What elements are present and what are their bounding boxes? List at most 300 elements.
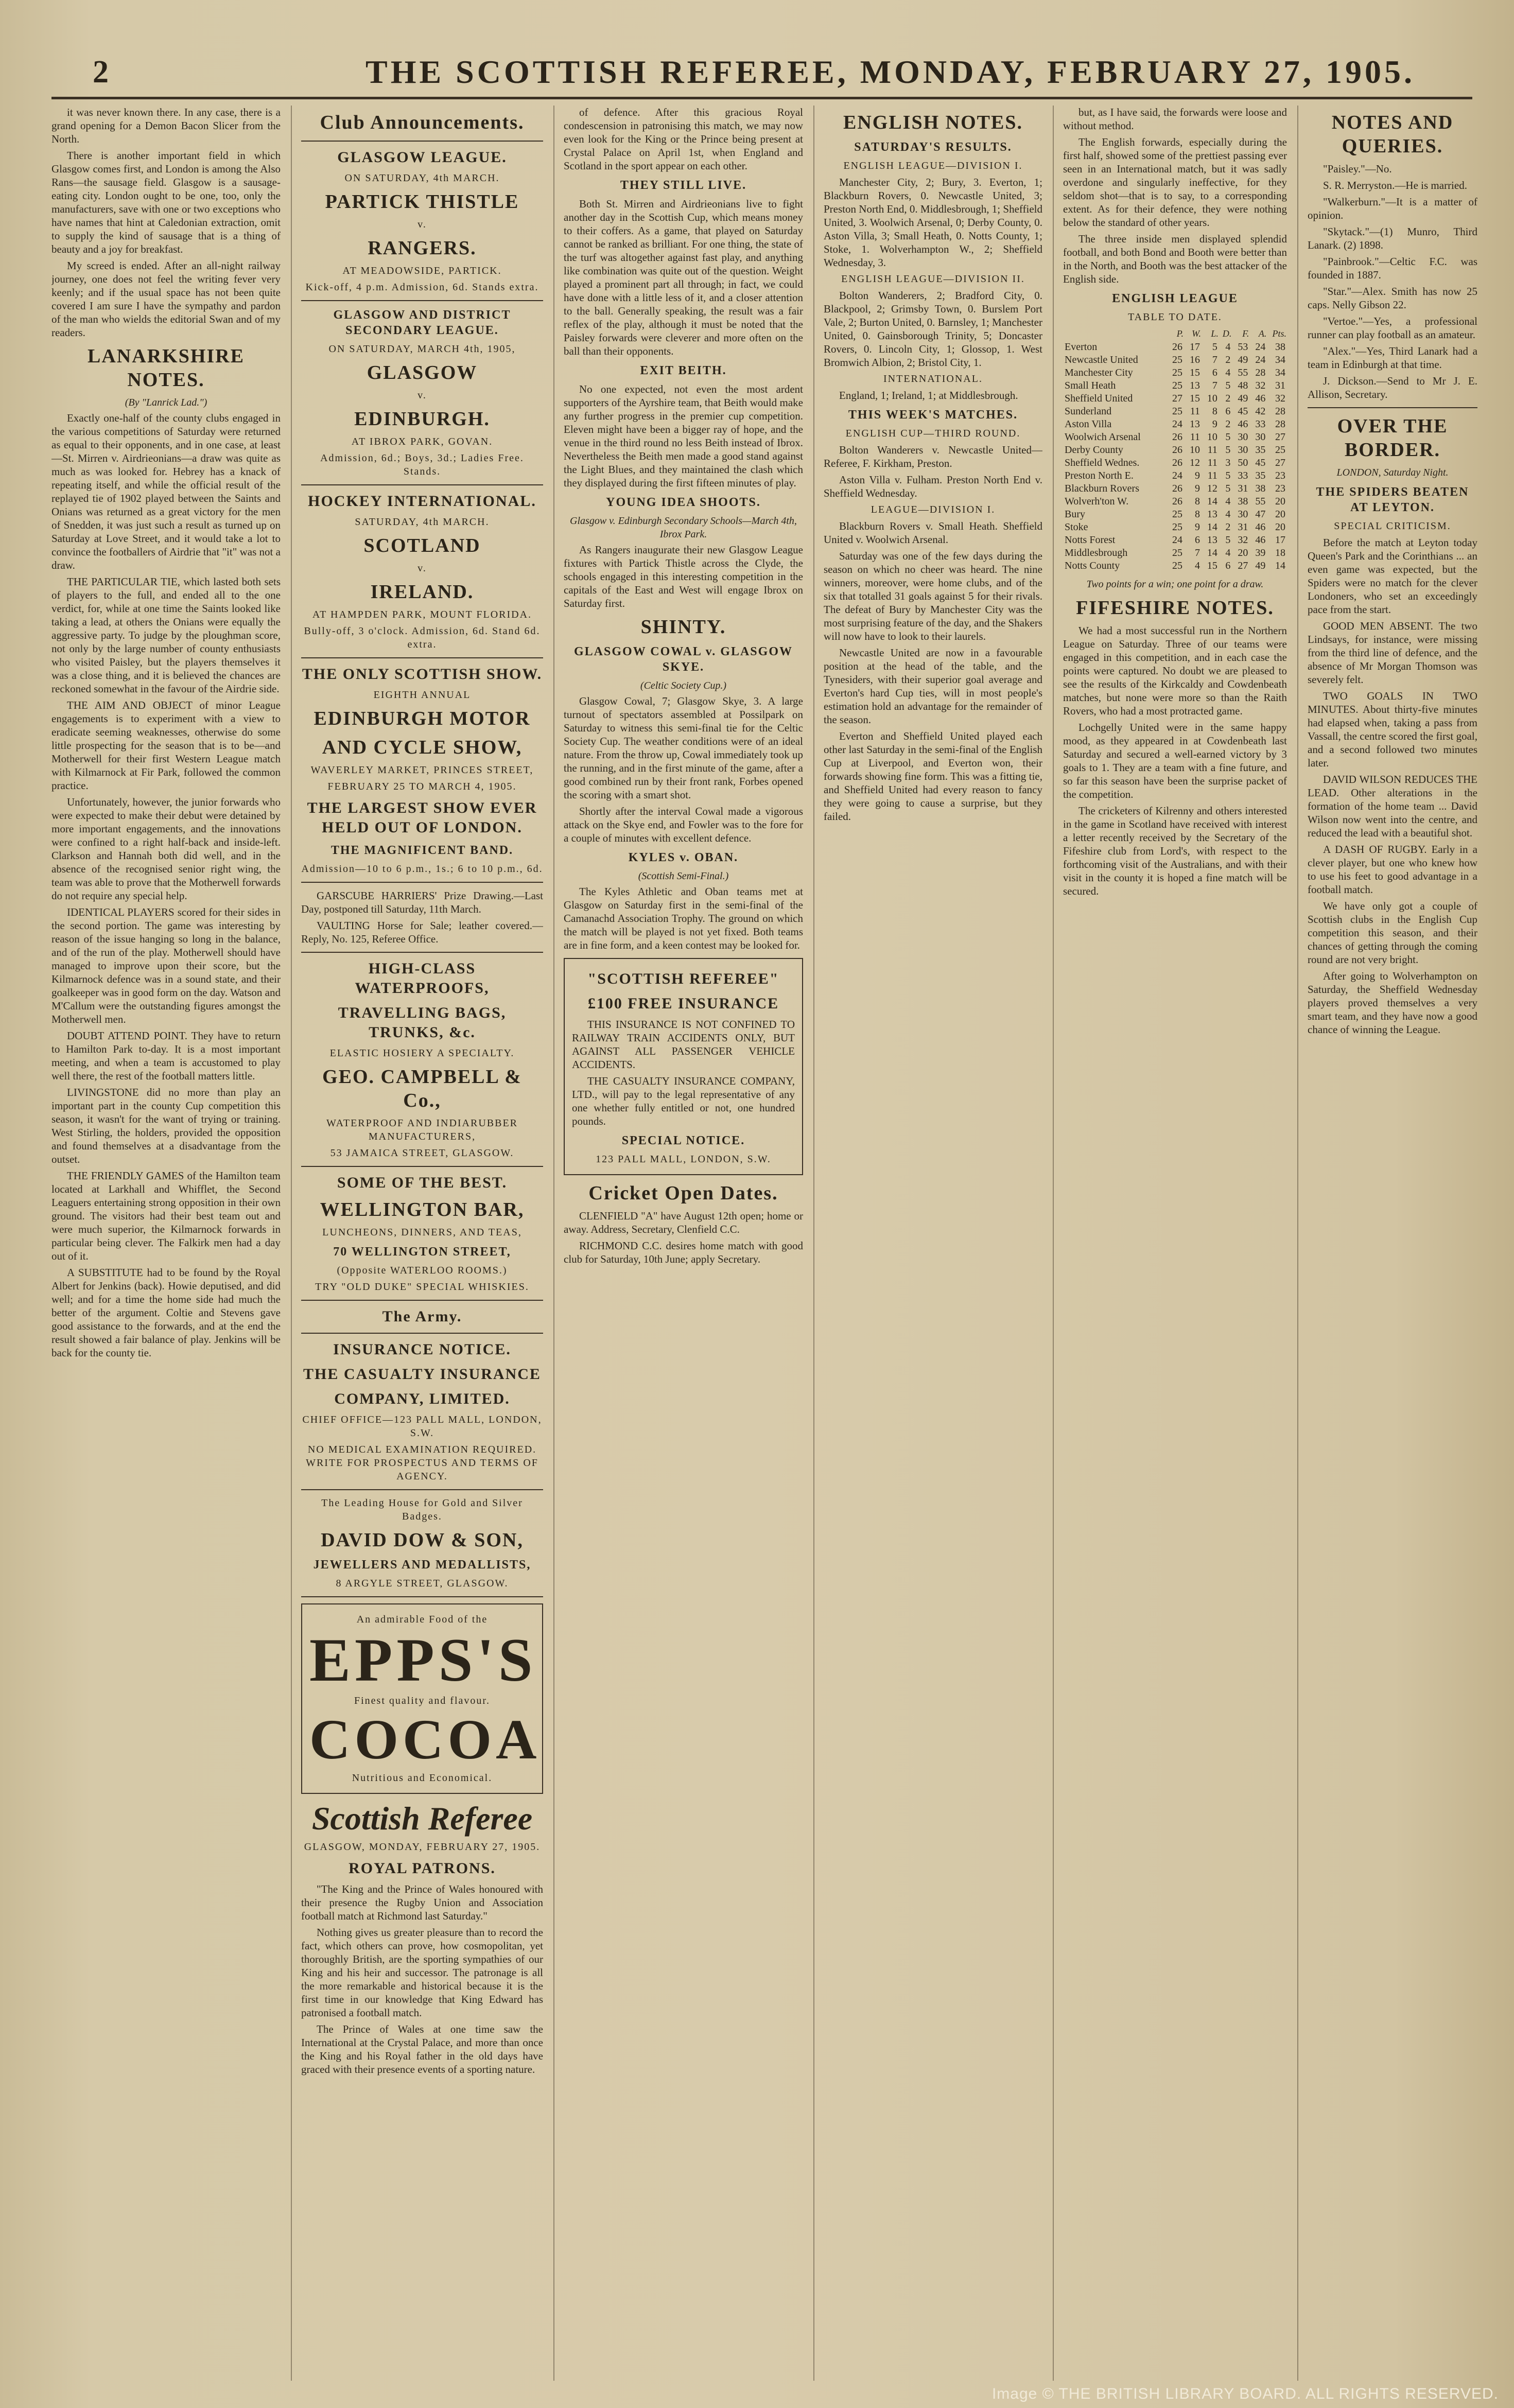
cocoa-wordmark: COCOA xyxy=(309,1708,541,1771)
table-row xyxy=(1063,405,1287,418)
stat-cell: 38 xyxy=(1255,483,1266,494)
shinty-match-sub: (Celtic Society Cup.) xyxy=(640,680,727,691)
column-divider xyxy=(1053,106,1054,2381)
international-heading: INTERNATIONAL. xyxy=(883,373,983,385)
stat-cell: 53 xyxy=(1238,341,1248,353)
border-para: After going to Wolverhampton on Saturday, the Sheffield Wednesday players proved themselves a very smart team, and they have now a good chance of winning the League. xyxy=(1308,970,1477,1036)
stat-cell: 23 xyxy=(1275,483,1285,494)
border-dateline: LONDON, Saturday Night. xyxy=(1336,467,1449,478)
lanarkshire-para: Exactly one-half of the county clubs engaged in the various competitions of Saturday were returned as equal to their opponents, and in one case, at least—St. Mirren v. Airdrieonians—a draw was quite as much as was looked for. Hebrey has a knack of repeating itself, and while the official result of the replayed tie of 1902 played between the Saints and Onians was returned as a great victory for the men of Snedden, it was just such a result as turned up on Saturday at Love Street, and it would take a lot to convince the footballers of Airdrie that "it" was not a draw. xyxy=(51,412,281,571)
ad-divider xyxy=(301,1489,543,1490)
league-table-header: A. xyxy=(1258,328,1267,339)
stat-cell: 24 xyxy=(1172,470,1182,481)
ad-text: ON SATURDAY, 4th MARCH. xyxy=(344,172,500,184)
stat-cell: 23 xyxy=(1275,470,1285,481)
table-row xyxy=(1063,547,1287,560)
stat-cell: 26 xyxy=(1172,457,1182,468)
ad-waterproofs xyxy=(301,959,543,1160)
ad-text: WATERPROOF AND INDIARUBBER MANUFACTURERS, xyxy=(326,1118,518,1142)
international-result: England, 1; Ireland, 1; at Middlesbrough. xyxy=(839,389,1018,402)
table-row xyxy=(1063,354,1287,367)
ad-divider xyxy=(301,484,543,485)
col1-intro-1: it was never known there. In any case, there is a grand opening for a Demon Bacon Slicer from the North. xyxy=(51,106,281,145)
ad-team: RANGERS. xyxy=(368,237,477,259)
stat-cell: 11 xyxy=(1207,444,1217,456)
table-row xyxy=(1063,560,1287,572)
notes-queries-heading: NOTES AND QUERIES. xyxy=(1331,112,1454,157)
stat-cell: 27 xyxy=(1172,393,1182,404)
cricket-line: CLENFIELD "A" have August 12th open; home or away. Address, Secretary, Clenfield C.C. xyxy=(564,1210,803,1235)
stat-cell: 5 xyxy=(1225,483,1231,494)
ad-headline: HIGH-CLASS WATERPROOFS, xyxy=(355,960,490,997)
army-heading: The Army. xyxy=(382,1308,462,1325)
stat-cell: 25 xyxy=(1172,509,1182,520)
english-para: Saturday was one of the few days during the season on which no cheer was heard. The nine winners, moreover, were home clubs, and of the six that totalled 31 goals against 5 for their rivals. The defeat of Bury by Manchester City was the most surprising feature of the day, and the Shakers will now have to look to their laurels. xyxy=(824,550,1042,642)
stat-cell: 14 xyxy=(1207,496,1217,507)
stat-cell: 8 xyxy=(1194,496,1200,507)
lanarkshire-para: IDENTICAL PLAYERS scored for their sides in the second portion. The game was interesting by reason of the issue hanging so long in the balance, and of the run of the play. Motherwell should have managed to improve upon their score, but the Kilmarnock defence was in a sound state, and their goalkeeper was in good form on the day. Watson and M'Callum were the outstanding figures amongst the Motherwell men. xyxy=(51,906,281,1025)
ad-text: FEBRUARY 25 TO MARCH 4, 1905. xyxy=(327,781,517,792)
stat-cell: 50 xyxy=(1238,457,1248,468)
ad-headline: WELLINGTON BAR, xyxy=(320,1199,525,1220)
ad-text: 8 ARGYLE STREET, GLASGOW. xyxy=(336,1578,509,1589)
stat-cell: 7 xyxy=(1212,354,1217,365)
border-para: Before the match at Leyton today Queen's Park and the Corinthians ... an even game was expected, but the Spiders were no match for the clever Londoners, who set an exceedingly pace from the start. xyxy=(1308,536,1477,616)
division-results: Manchester City, 2; Bury, 3. Everton, 1; Blackburn Rovers, 0. Newcastle United, 3; Preston North End, 0. Middlesbrough, 1; Sheffield United, 3. Woolwich Arsenal, 0; Derby County, 0. Aston Villa, 3; Small Heath, 0. Notts County, 1; Stoke, 1. Wolverhampton W., 2; Sheffield Wednesday, 3. xyxy=(824,176,1042,269)
masthead-title: THE SCOTTISH REFEREE, MONDAY, FEBRUARY 27, 1905. xyxy=(366,54,1415,90)
column-3 xyxy=(564,106,803,2381)
stat-cell: 25 xyxy=(1172,354,1182,365)
team-name-cell: Middlesbrough xyxy=(1065,547,1128,559)
ad-text: LUNCHEONS, DINNERS, AND TEAS, xyxy=(322,1227,522,1238)
stat-cell: 10 xyxy=(1207,431,1217,443)
stat-cell: 34 xyxy=(1275,354,1285,365)
stat-cell: 46 xyxy=(1255,534,1266,546)
insurance-box-title: "SCOTTISH REFEREE" xyxy=(587,970,779,987)
stat-cell: 46 xyxy=(1255,393,1266,404)
special-criticism: SPECIAL CRITICISM. xyxy=(1334,520,1451,532)
stat-cell: 15 xyxy=(1189,367,1200,378)
stat-cell: 24 xyxy=(1255,354,1266,365)
table-row xyxy=(1063,341,1287,354)
ad-text: JEWELLERS AND MEDALLISTS, xyxy=(313,1558,531,1572)
stat-cell: 25 xyxy=(1172,406,1182,417)
team-name-cell: Manchester City xyxy=(1065,367,1133,378)
lanarkshire-para: THE AIM AND OBJECT of minor League engagements is to experiment with a view to eradicate seeming weaknesses, otherwise do some little prospecting for the season that is to be—and Motherwell for their first Western League match with Kilmarnock at Fir Park, followed the common practice. xyxy=(51,699,281,792)
ad-divider xyxy=(301,1596,543,1597)
lanarkshire-para: LIVINGSTONE did no more than play an important part in the county Cup competition this season, it wasn't for the want of trying or training. West Stirling, the holders, provided the opposition and found themselves at a disadvantage from the outset. xyxy=(51,1086,281,1165)
stat-cell: 24 xyxy=(1172,418,1182,430)
border-para: We have only got a couple of Scottish clubs in the English Cup competition this season, and their chances of getting through the coming round are not very bright. xyxy=(1308,900,1477,966)
stat-cell: 26 xyxy=(1172,483,1182,494)
ad-headline: INSURANCE NOTICE. xyxy=(333,1341,511,1358)
ad-headline: GEO. CAMPBELL & Co., xyxy=(322,1066,522,1111)
table-row xyxy=(1063,431,1287,444)
stat-cell: 25 xyxy=(1172,547,1182,559)
query-item: "Paisley."—No. xyxy=(1323,163,1392,175)
stat-cell: 32 xyxy=(1255,380,1266,391)
stat-cell: 13 xyxy=(1207,534,1217,546)
stat-cell: 3 xyxy=(1225,457,1231,468)
team-name-cell: Blackburn Rovers xyxy=(1065,483,1139,494)
stat-cell: 30 xyxy=(1238,431,1248,443)
lanarkshire-para: DOUBT ATTEND POINT. They have to return to Hamilton Park to-day. It is a most important meeting, and when a team is accustomed to play well there, the rest of the football matters little. xyxy=(51,1029,281,1082)
ad-team: PARTICK THISTLE xyxy=(325,191,519,213)
stat-cell: 11 xyxy=(1190,406,1200,417)
stat-cell: 20 xyxy=(1275,496,1285,507)
query-item: "Star."—Alex. Smith has now 25 caps. Nelly Gibson 22. xyxy=(1308,285,1477,311)
ad-text: TRY "OLD DUKE" SPECIAL WHISKIES. xyxy=(315,1281,529,1293)
stat-cell: 26 xyxy=(1172,444,1182,456)
stat-cell: 46 xyxy=(1255,521,1266,533)
stat-cell: 46 xyxy=(1238,418,1248,430)
stat-cell: 12 xyxy=(1189,457,1200,468)
query-item: J. Dickson.—Send to Mr J. E. Allison, Secretary. xyxy=(1308,375,1477,400)
table-row xyxy=(1063,379,1287,392)
team-name-cell: Sheffield Wednes. xyxy=(1065,457,1140,468)
column-5 xyxy=(1063,106,1287,2381)
stat-cell: 11 xyxy=(1207,470,1217,481)
team-name-cell: Preston North E. xyxy=(1065,470,1134,481)
table-row xyxy=(1063,521,1287,534)
ad-secondary-league xyxy=(301,307,543,478)
young-idea-para: As Rangers inaugurate their new Glasgow League fixtures with Partick Thistle across the Clyde, the schools engaged in this interesting competition in the capitals of the East and West will engage Ibrox on Saturday first. xyxy=(564,544,803,609)
border-para: GOOD MEN ABSENT. The two Lindsays, for instance, were missing from the third line of defence, and the absence of Mr Morgan Thomson was severely felt. xyxy=(1308,620,1477,686)
stat-cell: 55 xyxy=(1238,367,1248,378)
royal-patrons-heading: ROYAL PATRONS. xyxy=(349,1860,496,1877)
stat-cell: 18 xyxy=(1275,547,1285,559)
ad-team: IRELAND. xyxy=(370,581,474,603)
ad-text: An admirable Food of the xyxy=(356,1614,488,1625)
shinty-para: Glasgow Cowal, 7; Glasgow Skye, 3. A large turnout of spectators assembled at Possilpark on Saturday to witness this semi-final tie for the Celtic Society Cup. The weather conditions were of an ideal nature. From the throw up, Cowal immediately took up the running, and in the first minute of the game, after a good combined run by their front rank, Forbes opened the scoring with a smart shot. xyxy=(564,695,803,801)
stat-cell: 20 xyxy=(1275,521,1285,533)
stat-cell: 7 xyxy=(1194,547,1200,559)
stat-cell: 35 xyxy=(1255,470,1266,481)
insurance-box-text: THE CASUALTY INSURANCE COMPANY, LTD., will pay to the legal representative of any one whether fully entitled or not, one hundred pounds. xyxy=(572,1075,795,1127)
stat-cell: 28 xyxy=(1275,406,1285,417)
column-6 xyxy=(1308,106,1477,2381)
query-item: S. R. Merryston.—He is married. xyxy=(1323,179,1467,191)
stat-cell: 4 xyxy=(1225,509,1231,520)
column-divider xyxy=(1297,106,1298,2381)
masthead-rule xyxy=(51,97,1472,99)
stat-cell: 4 xyxy=(1225,367,1231,378)
fifeshire-para: We had a most successful run in the Northern League on Saturday. Three of our teams were engaged in this competition, and in each case the points were captured. No doubt we are pleased to see the results of the Kirkcaldy and Cowdenbeath matches, but none were more so than the Raith Rovers, who had a most protracted game. xyxy=(1063,624,1287,717)
dateline: GLASGOW, MONDAY, FEBRUARY 27, 1905. xyxy=(304,1841,541,1853)
stat-cell: 5 xyxy=(1225,380,1231,391)
stat-cell: 17 xyxy=(1275,534,1285,546)
stat-cell: 5 xyxy=(1225,444,1231,456)
stat-cell: 9 xyxy=(1194,483,1200,494)
query-item: "Skytack."—(1) Munro, Third Lanark. (2) 1898. xyxy=(1308,225,1477,251)
fixture-line: Blackburn Rovers v. Small Heath. Sheffield United v. Woolwich Arsenal. xyxy=(824,520,1042,546)
team-name-cell: Sheffield United xyxy=(1065,393,1133,404)
results-heading: SATURDAY'S RESULTS. xyxy=(854,141,1012,154)
stat-cell: 15 xyxy=(1207,560,1217,571)
lanarkshire-para: THE FRIENDLY GAMES of the Hamilton team located at Larkhall and Whifflet, the Second Leaguers entertaining strong opposition in their own ground. The visitors had their best team out and were much superior, the Kilmarnock forwards in particular being clever. The Falkirk men had a day out of it. xyxy=(51,1170,281,1262)
ad-text: Bully-off, 3 o'clock. Admission, 6d. Stand 6d. extra. xyxy=(304,625,541,650)
stat-cell: 9 xyxy=(1212,418,1217,430)
col5-intro: but, as I have said, the forwards were loose and without method. xyxy=(1063,106,1287,132)
ad-text: AT IBROX PARK, GOVAN. xyxy=(351,436,493,447)
stat-cell: 5 xyxy=(1225,534,1231,546)
team-name-cell: Bury xyxy=(1065,509,1085,520)
insurance-box-text: THIS INSURANCE IS NOT CONFINED TO RAILWAY TRAIN ACCIDENTS ONLY, BUT AGAINST ALL PASSENGER VEHICLE ACCIDENTS. xyxy=(572,1018,795,1071)
column-2 xyxy=(301,106,543,2381)
stat-cell: 12 xyxy=(1207,483,1217,494)
epps-wordmark: EPPS'S xyxy=(309,1626,537,1694)
stat-cell: 32 xyxy=(1238,534,1248,546)
stat-cell: 27 xyxy=(1275,431,1285,443)
ad-headline: SOME OF THE BEST. xyxy=(337,1174,508,1191)
stat-cell: 26 xyxy=(1172,431,1182,443)
ad-headline: TRAVELLING BAGS, TRUNKS, &c. xyxy=(338,1004,507,1041)
lanarkshire-notes-heading: LANARKSHIRE NOTES. xyxy=(88,345,245,391)
stat-cell: 25 xyxy=(1172,380,1182,391)
insurance-box xyxy=(564,958,803,1175)
stat-cell: 27 xyxy=(1275,457,1285,468)
ad-team: EDINBURGH. xyxy=(354,408,490,430)
border-para: TWO GOALS IN TWO MINUTES. About thirty-five minutes had elapsed when, taking a pass from Vassall, the centre scored the first goal, and a second followed two minutes later. xyxy=(1308,690,1477,769)
stat-cell: 25 xyxy=(1172,560,1182,571)
ad-glasgow-league xyxy=(301,148,543,294)
team-name-cell: Small Heath xyxy=(1065,380,1116,391)
stat-cell: 14 xyxy=(1275,560,1285,571)
team-name-cell: Notts Forest xyxy=(1065,534,1116,546)
stat-cell: 28 xyxy=(1275,418,1285,430)
royal-para: Nothing gives us greater pleasure than to record the fact, which others can prove, how cosmopolitan, yet thoroughly British, are the sporting sympathies of our King and his heir and successor. The patronage is all the more remarkable and historical because it is the first time in our knowledge that King Edward has patronised a football match. xyxy=(301,1926,543,2019)
stat-cell: 49 xyxy=(1238,393,1248,404)
ad-text: Kick-off, 4 p.m. Admission, 6d. Stands extra. xyxy=(305,282,539,293)
copyright-footer: Image © THE BRITISH LIBRARY BOARD. ALL RIGHTS RESERVED. xyxy=(991,2385,1499,2402)
league-table-header: W. xyxy=(1192,328,1201,339)
stat-cell: 34 xyxy=(1275,367,1285,378)
ad-text: SATURDAY, 4th MARCH. xyxy=(355,516,490,528)
stat-cell: 13 xyxy=(1189,418,1200,430)
team-name-cell: Aston Villa xyxy=(1065,418,1112,430)
query-item: "Painbrook."—Celtic F.C. was founded in 1887. xyxy=(1308,255,1477,281)
team-name-cell: Stoke xyxy=(1065,521,1088,533)
ad-text: 70 WELLINGTON STREET, xyxy=(333,1245,511,1259)
stat-cell: 2 xyxy=(1225,354,1231,365)
ad-text: WAVERLEY MARKET, PRINCES STREET, xyxy=(310,764,534,776)
stat-cell: 30 xyxy=(1238,444,1248,456)
column-divider xyxy=(553,106,554,2381)
col5-para: The English forwards, especially during the first half, showed some of the prettiest passing ever seen in an International match, but it was sadly overdone and singularly ineffective, for they seldom shot—that is to say, to a corresponding extent. As for their defence, they were nothing below the standard of other years. xyxy=(1063,136,1287,229)
ad-text: AT HAMPDEN PARK, MOUNT FLORIDA. xyxy=(312,609,532,620)
spiders-heading: THE SPIDERS BEATEN AT LEYTON. xyxy=(1316,485,1469,514)
stat-cell: 10 xyxy=(1189,444,1200,456)
league-table-header: D. xyxy=(1222,328,1232,339)
table-row xyxy=(1063,418,1287,431)
stat-cell: 33 xyxy=(1238,470,1248,481)
ad-text: ELASTIC HOSIERY A SPECIALTY. xyxy=(329,1048,515,1059)
stat-cell: 20 xyxy=(1238,547,1248,559)
border-para: DAVID WILSON REDUCES THE LEAD. Other alterations in the formation of the home team ... David Wilson now went into the centre, and reduced the lead with a beautiful shot. xyxy=(1308,773,1477,839)
fifeshire-notes-heading: FIFESHIRE NOTES. xyxy=(1076,597,1274,619)
masthead xyxy=(36,49,1477,95)
stat-cell: 42 xyxy=(1255,406,1266,417)
ad-headline: DAVID DOW & SON, xyxy=(321,1529,524,1551)
table-row xyxy=(1063,392,1287,405)
cricket-heading: Cricket Open Dates. xyxy=(588,1182,778,1204)
ad-text: NO MEDICAL EXAMINATION REQUIRED. WRITE FOR PROSPECTUS AND TERMS OF AGENCY. xyxy=(306,1444,538,1482)
royal-para: The Prince of Wales at one time saw the International at the Crystal Palace, and more than once the King and his Royal father in the old days have graced with their presence events of a sporting nature. xyxy=(301,2023,543,2075)
stat-cell: 35 xyxy=(1255,444,1266,456)
ad-text: EIGHTH ANNUAL xyxy=(373,689,471,701)
fifeshire-para: The cricketers of Kilrenny and others interested in the game in Scotland have received with interest a letter recently received by the Secretary of the Fifeshire club from Lord's, with respect to the forthcoming visit of the Australians, and with their visit in the county it is hoped a fine match will be secured. xyxy=(1063,805,1287,897)
league-table-note: Two points for a win; one point for a draw. xyxy=(1086,579,1264,590)
stat-cell: 2 xyxy=(1225,393,1231,404)
still-live-para: Both St. Mirren and Airdrieonians live to fight another day in the Scottish Cup, which means money to their coffers. As a game, that played on Saturday cannot be ranked as brilliant. For one thing, the state of the turf was altogether against fast play, and anything like combination was quite out of the question. Weight played a prominent part all through; in fact, we could have done with a little less of it, and a closer attention to the ball. Generally speaking, the result was a fair reflex of the play, although it must be noted that the Paisley forwards were cleverer and more often on the ball than their opponents. xyxy=(564,198,803,357)
ad-text: 53 JAMAICA STREET, GLASGOW. xyxy=(330,1147,514,1159)
stat-cell: 45 xyxy=(1255,457,1266,468)
table-row xyxy=(1063,482,1287,495)
ad-insurance xyxy=(301,1340,543,1483)
league-table-header: F. xyxy=(1242,328,1249,339)
team-name-cell: Everton xyxy=(1065,341,1098,353)
stat-cell: 15 xyxy=(1189,393,1200,404)
insurance-box-sign: 123 PALL MALL, LONDON, S.W. xyxy=(596,1154,771,1165)
division-heading: ENGLISH LEAGUE—DIVISION I. xyxy=(843,160,1023,171)
stat-cell: 4 xyxy=(1194,560,1200,571)
stat-cell: 9 xyxy=(1194,521,1200,533)
league-table-header: Pts. xyxy=(1272,328,1286,339)
stat-cell: 2 xyxy=(1225,521,1231,533)
stat-cell: 5 xyxy=(1212,341,1217,353)
ad-headline: GLASGOW LEAGUE. xyxy=(337,149,507,166)
ad-divider xyxy=(301,1166,543,1167)
insurance-box-notice: SPECIAL NOTICE. xyxy=(621,1134,745,1147)
stat-cell: 7 xyxy=(1212,380,1217,391)
ad-headline: COMPANY, LIMITED. xyxy=(334,1390,510,1407)
page-number: 2 xyxy=(93,55,109,90)
ad-team: GLASGOW xyxy=(367,362,478,383)
stat-cell: 31 xyxy=(1275,380,1285,391)
still-live-heading: THEY STILL LIVE. xyxy=(620,179,747,192)
league-table-heading: ENGLISH LEAGUE xyxy=(1112,292,1238,305)
ad-text: (Opposite WATERLOO ROOMS.) xyxy=(337,1265,508,1276)
ad-text: THE MAGNIFICENT BAND. xyxy=(330,844,514,857)
query-item: "Vertoe."—Yes, a professional runner can play football as an amateur. xyxy=(1308,315,1477,341)
stat-cell: 6 xyxy=(1225,406,1231,417)
stat-cell: 27 xyxy=(1238,560,1248,571)
scottish-referee-logo: Scottish Referee xyxy=(311,1800,533,1837)
league-table-sub: TABLE TO DATE. xyxy=(1128,311,1222,323)
table-row xyxy=(1063,508,1287,521)
stat-cell: 26 xyxy=(1172,341,1182,353)
club-announcements-heading: Club Announcements. xyxy=(320,112,525,133)
shinty-match-sub: (Scottish Semi-Final.) xyxy=(638,870,729,882)
stat-cell: 11 xyxy=(1207,457,1217,468)
ad-text: The Leading House for Gold and Silver Badges. xyxy=(321,1497,523,1522)
ad-text: ON SATURDAY, MARCH 4th, 1905, xyxy=(328,343,516,355)
stat-cell: 31 xyxy=(1238,483,1248,494)
shinty-heading: SHINTY. xyxy=(640,616,726,638)
stat-cell: 13 xyxy=(1189,380,1200,391)
league-table-header xyxy=(1063,327,1167,341)
column-1 xyxy=(51,106,281,2381)
fixture-line: Aston Villa v. Fulham. Preston North End v. Sheffield Wednesday. xyxy=(824,474,1042,499)
ad-team: SCOTLAND xyxy=(363,535,481,556)
league-table-header: L. xyxy=(1211,328,1219,339)
stat-cell: 4 xyxy=(1225,341,1231,353)
cup-round: ENGLISH CUP—THIRD ROUND. xyxy=(845,428,1021,439)
weeks-matches-heading: THIS WEEK'S MATCHES. xyxy=(848,408,1018,422)
exit-beith-para: No one expected, not even the most ardent supporters of the Ayrshire team, that Beith would make any further progress in the premier cup competition. Eleven might have been a bigger ray of hope, and the venue in the third round no less Beith instead of Ibrox. Nevertheless the Beith men made a good stand against the Light Blues, and they maintained the clash which they displayed during the first fifteen minutes of play. xyxy=(564,383,803,489)
team-name-cell: Derby County xyxy=(1065,444,1123,456)
stat-cell: 55 xyxy=(1255,496,1266,507)
stat-cell: 14 xyxy=(1207,547,1217,559)
ad-vaulting: VAULTING Horse for Sale; leather covered.—Reply, No. 125, Referee Office. xyxy=(301,919,543,945)
ad-divider xyxy=(301,1333,543,1334)
ad-text: Nutritious and Economical. xyxy=(352,1772,493,1784)
lanarkshire-para: A SUBSTITUTE had to be found by the Royal Albert for Jenkins (back). Howie deputised, and did well; and for a time the home side had much the better of the argument. Coltie and Stevens gave good assistance to the forwards, and at the end the result showed a fair balance of play. Jenkins will be back for the county tie. xyxy=(51,1266,281,1359)
section-divider xyxy=(1308,407,1477,408)
stat-cell: 20 xyxy=(1275,509,1285,520)
ad-text: v. xyxy=(417,219,427,230)
ad-wellington-bar xyxy=(301,1173,543,1294)
lanarkshire-byline: (By "Lanrick Lad.") xyxy=(125,397,207,408)
ad-divider xyxy=(301,952,543,953)
table-row xyxy=(1063,469,1287,482)
stat-cell: 26 xyxy=(1172,496,1182,507)
ad-headline: EDINBURGH MOTOR xyxy=(314,708,531,729)
ad-text: Admission—10 to 6 p.m., 1s.; 6 to 10 p.m., 6d. xyxy=(301,863,543,875)
ad-headline: THE CASUALTY INSURANCE xyxy=(303,1366,541,1383)
ad-text: Finest quality and flavour. xyxy=(354,1695,490,1706)
ad-divider xyxy=(301,300,543,301)
ad-hockey xyxy=(301,492,543,651)
col1-intro-2: There is another important field in which Glasgow comes first, and London is among the Also Rans—the sausage field. Glasgow is a sausage-eating city. London ought to be one, too, only the manufacturers, save with one or two exceptions who have names that hint at Caledonian extraction, omit to supply the kind of sausage that is a thing of beauty and a joy for breakfast. xyxy=(51,149,281,255)
young-idea-sub: Glasgow v. Edinburgh Secondary Schools—March 4th, Ibrox Park. xyxy=(570,515,797,540)
league-heading: LEAGUE—DIVISION I. xyxy=(871,504,996,515)
ad-epps-cocoa xyxy=(301,1603,543,1794)
ad-headline: GLASGOW AND DISTRICT SECONDARY LEAGUE. xyxy=(333,308,511,337)
ad-motor-show xyxy=(301,665,543,876)
stat-cell: 6 xyxy=(1194,534,1200,546)
stat-cell: 48 xyxy=(1238,380,1248,391)
ad-text: v. xyxy=(417,390,427,401)
ad-text: CHIEF OFFICE—123 PALL MALL, LONDON, S.W. xyxy=(302,1414,542,1439)
col1-intro-3: My screed is ended. After an all-night railway journey, one does not feel the writing fever very keenly; and if the usual space has not been quite covered I am sure I have the sympathy and pardon of the man who wields the editorial Swan and of my readers. xyxy=(51,259,281,339)
league-table xyxy=(1063,327,1287,572)
stat-cell: 8 xyxy=(1194,509,1200,520)
insurance-box-sub: £100 FREE INSURANCE xyxy=(587,995,779,1012)
team-name-cell: Notts County xyxy=(1065,560,1120,571)
stat-cell: 30 xyxy=(1255,431,1266,443)
team-name-cell: Wolverh'ton W. xyxy=(1065,496,1129,507)
lanarkshire-para: THE PARTICULAR TIE, which lasted both sets of players to the full, and ended all to the one verdict, for, while at one time the Saints looked like taking a lead, at others the Onians were equally the aggressive party. To judge by the ploughman score, not only by the large number of county enthusiasts who visited Paisley, but the players themselves it was a close thing, and it is believed the chances are reckoned somewhat in the favour of the Airdrie side. xyxy=(51,575,281,695)
shinty-match-heading: KYLES v. OBAN. xyxy=(628,851,739,864)
ad-text: AT MEADOWSIDE, PARTICK. xyxy=(342,265,502,276)
cricket-line: RICHMOND C.C. desires home match with good club for Saturday, 10th June; apply Secretary. xyxy=(564,1240,803,1265)
ad-headline: THE LARGEST SHOW EVER HELD OUT OF LONDON. xyxy=(307,799,537,836)
stat-cell: 25 xyxy=(1275,444,1285,456)
ad-divider xyxy=(301,141,543,142)
shinty-para: The Kyles Athletic and Oban teams met at Glasgow on Saturday first in the semi-final of the Camanachd Association Trophy. The ground on which the match will be played is not yet fixed. Both teams are in fine form, and a keen contest may be looked for. xyxy=(564,885,803,951)
stat-cell: 10 xyxy=(1207,393,1217,404)
stat-cell: 45 xyxy=(1238,406,1248,417)
ad-harriers: GARSCUBE HARRIERS' Prize Drawing.—Last Day, postponed till Saturday, 11th March. xyxy=(301,889,543,915)
stat-cell: 39 xyxy=(1255,547,1266,559)
team-name-cell: Woolwich Arsenal xyxy=(1065,431,1141,443)
division-heading: ENGLISH LEAGUE—DIVISION II. xyxy=(841,273,1025,285)
stat-cell: 13 xyxy=(1207,509,1217,520)
stat-cell: 38 xyxy=(1238,496,1248,507)
table-row xyxy=(1063,495,1287,508)
table-row xyxy=(1063,457,1287,469)
